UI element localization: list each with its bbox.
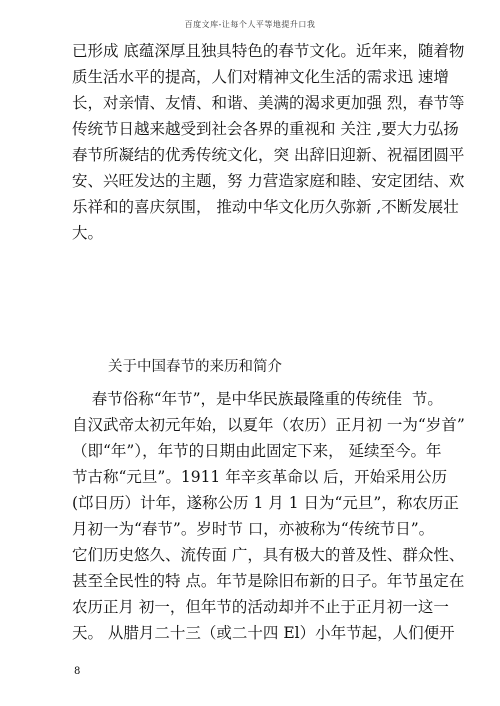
text-line: 天。 从腊月二十三（或二十四 El）小年节起，人们便开 bbox=[72, 624, 455, 642]
page-number: 8 bbox=[74, 666, 81, 677]
text-line: 农历正月 初一，但年节的活动却并不止于正月初一这一 bbox=[72, 598, 449, 616]
text-line: 节古称“元旦”。1911 年辛亥革命以 后，开始采用公历 bbox=[72, 468, 448, 486]
page-header: 百度文库-让每个人平等地提升口我 bbox=[184, 20, 316, 29]
text-line: （即“年”），年节的日期由此固定下来， 延续至今。年 bbox=[72, 442, 442, 460]
text-line: 质生活水平的提高，人们对精神文化生活的需求迅 速增 bbox=[72, 68, 449, 86]
text-line: 长，对亲情、友情、和谐、美满的渴求更加强 烈，春节等 bbox=[72, 94, 465, 112]
text-line: 甚至全民性的特 点。年节是除旧布新的日子。年节虽定在 bbox=[72, 572, 465, 590]
text-line: 春节所凝结的优秀传统文化，突 出辞旧迎新、祝福团圆平 bbox=[72, 146, 465, 164]
text-line: 大。 bbox=[72, 224, 104, 242]
text-line: 它们历史悠久、流传面 广，具有极大的普及性、群众性、 bbox=[72, 546, 465, 564]
text-line: (邙日历）计年，遂称公历 1 月 1 日为“元旦”，称农历正 bbox=[72, 494, 459, 512]
text-line: 安、兴旺发达的主题，努 力营造家庭和睦、安定团结、欢 bbox=[72, 172, 465, 190]
text-line: 乐祥和的喜庆氛围， 推动中华文化历久弥新 ,不断发展壮 bbox=[72, 198, 459, 216]
text-line: 已形成 底蕴深厚且独具特色的春节文化。近年来，随着物 bbox=[72, 42, 465, 60]
intro-paragraph bbox=[72, 38, 465, 246]
body-paragraph bbox=[72, 386, 465, 646]
text-line: 春节俗称“年节”，是中华民族最隆重的传统佳 节。 bbox=[72, 390, 443, 408]
text-line: 月初一为“春节”。岁时节 口，亦被称为“传统节日”。 bbox=[72, 520, 435, 538]
section-heading: 关于中国春节的来历和简介 bbox=[108, 359, 282, 375]
text-line: 传统节日越来越受到社会各界的重视和 关注 ,要大力弘扬 bbox=[72, 120, 459, 138]
text-line: 自汉武帝太初元年始，以夏年（农历）正月初 一为“岁首” bbox=[72, 416, 465, 434]
